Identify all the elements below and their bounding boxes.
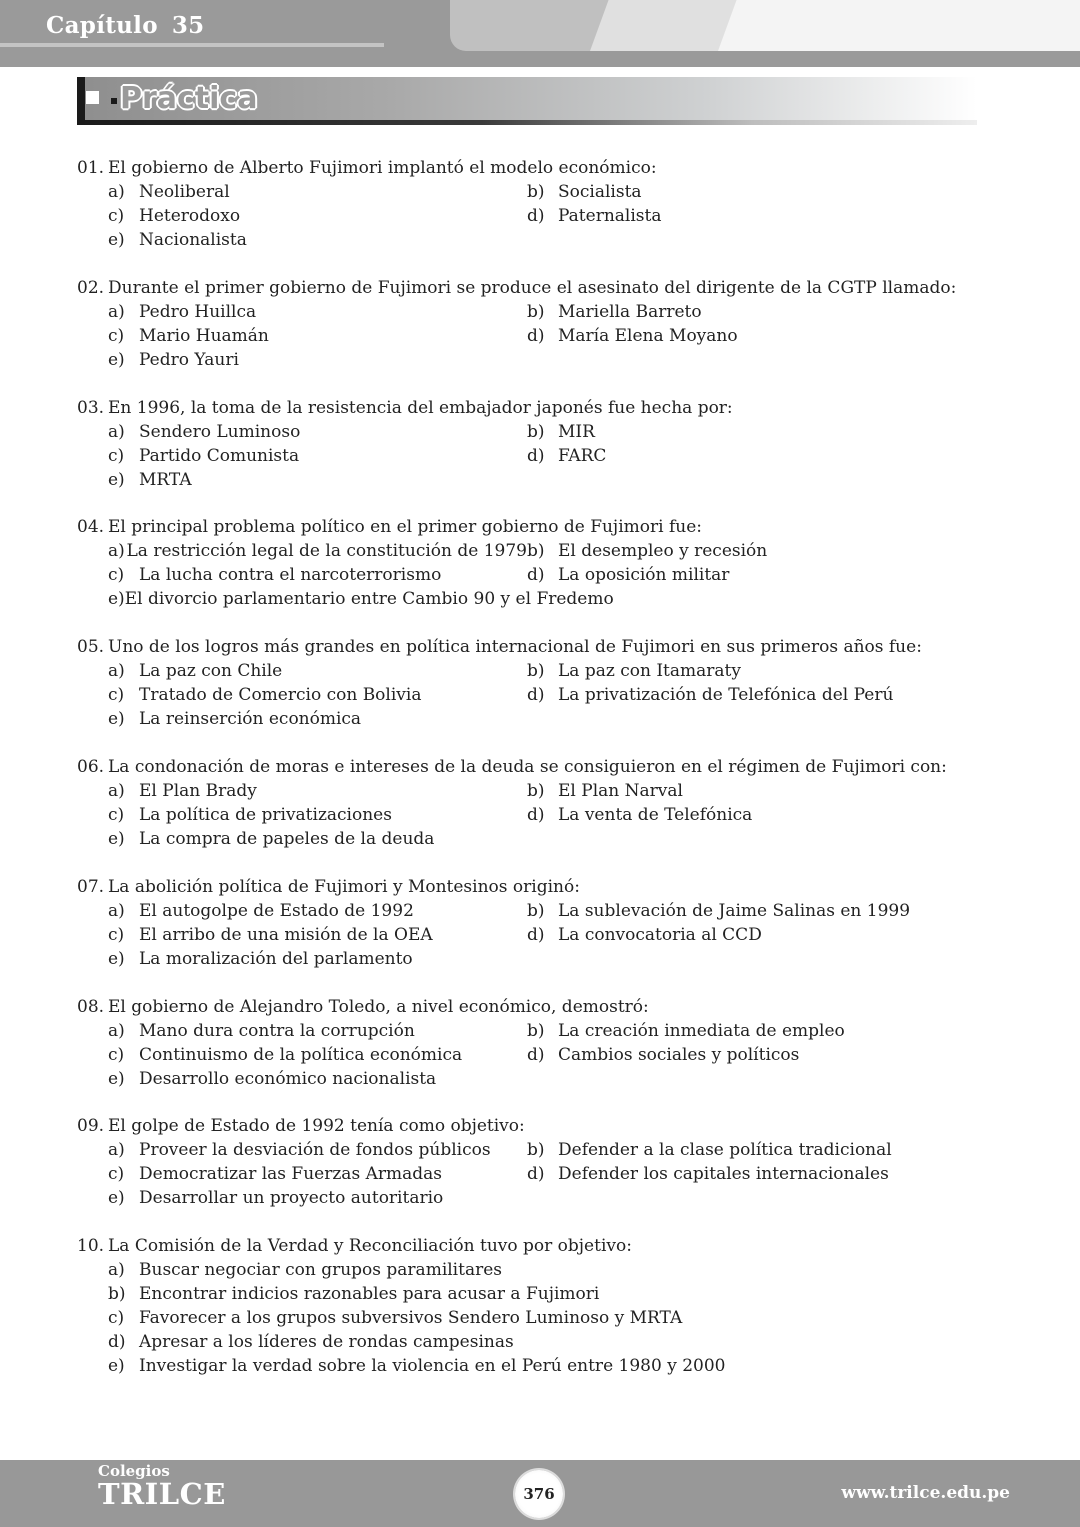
answer-option	[527, 180, 977, 204]
answer-option	[527, 539, 977, 563]
section-title: Práctica	[120, 81, 258, 116]
banner-underline	[77, 120, 977, 125]
option-letter: b)	[527, 1020, 545, 1041]
option-letter: a)	[108, 1020, 125, 1041]
option-letter: d)	[527, 924, 545, 945]
option-text: La venta de Telefónica	[558, 804, 753, 825]
question-number: 08.	[77, 996, 105, 1017]
answer-option	[527, 683, 977, 707]
option-letter: b)	[527, 1140, 545, 1161]
question-number: 10.	[77, 1236, 105, 1257]
question-stem	[77, 755, 977, 779]
answer-option	[77, 468, 527, 492]
answer-options	[77, 420, 977, 492]
question-text: El gobierno de Alejandro Toledo, a nivel económico, demostró:	[108, 996, 649, 1017]
answer-options	[77, 779, 977, 851]
answer-option	[527, 803, 977, 827]
option-letter: e)	[108, 469, 125, 490]
option-letter: d)	[527, 565, 545, 586]
question-number: 03.	[77, 397, 105, 418]
option-text: Paternalista	[558, 206, 662, 226]
option-letter: e)	[108, 948, 125, 969]
option-text: Neoliberal	[139, 182, 230, 202]
option-letter: c)	[108, 1308, 125, 1329]
question-stem	[77, 1114, 977, 1138]
question-number: 04.	[77, 517, 105, 538]
option-letter: c)	[108, 924, 125, 945]
answer-option	[77, 779, 527, 803]
option-text: Apresar a los líderes de rondas campesinas	[139, 1332, 514, 1353]
option-text: Favorecer a los grupos subversivos Sendero Luminoso y MRTA	[139, 1308, 683, 1329]
option-text: El desempleo y recesión	[558, 541, 768, 562]
answer-option	[77, 324, 527, 348]
chapter-header	[0, 0, 1080, 67]
answer-options	[77, 899, 977, 971]
answer-option	[527, 1138, 977, 1162]
option-letter: d)	[527, 685, 545, 706]
option-text: Proveer la desviación de fondos públicos	[139, 1140, 491, 1161]
option-text: La convocatoria al CCD	[558, 924, 762, 945]
option-text: Desarrollar un proyecto autoritario	[139, 1188, 444, 1209]
answer-option	[77, 827, 527, 851]
option-letter: b)	[527, 421, 545, 442]
question-item	[77, 515, 977, 611]
option-letter: a)	[108, 301, 125, 322]
option-text: La creación inmediata de empleo	[558, 1020, 845, 1041]
answer-option	[527, 779, 977, 803]
option-text: El autogolpe de Estado de 1992	[139, 900, 414, 921]
answer-option	[527, 444, 977, 468]
option-letter: e)	[108, 349, 125, 370]
option-letter: b)	[527, 541, 545, 562]
question-text: En 1996, la toma de la resistencia del embajador japonés fue hecha por:	[108, 397, 733, 418]
page-footer	[0, 1460, 1080, 1527]
option-text: Democratizar las Fuerzas Armadas	[139, 1164, 442, 1185]
option-text: Pedro Huillca	[139, 301, 257, 322]
option-text: La paz con Chile	[139, 661, 283, 682]
option-letter: e)	[108, 1356, 125, 1377]
answer-option	[77, 1043, 527, 1067]
question-item	[77, 995, 977, 1091]
answer-option	[77, 707, 527, 731]
option-letter: e)	[108, 828, 125, 849]
chapter-number: 35	[171, 12, 205, 39]
option-letter: e)	[108, 1188, 125, 1209]
question-stem	[77, 995, 977, 1019]
page-number-badge: 376	[515, 1470, 563, 1518]
answer-option	[77, 420, 527, 444]
answer-option	[527, 420, 977, 444]
question-stem	[77, 875, 977, 899]
brand-small: Colegios	[98, 1462, 170, 1480]
option-text: Pedro Yauri	[139, 349, 239, 370]
option-letter: d)	[527, 445, 545, 466]
option-text: La privatización de Telefónica del Perú	[558, 685, 894, 706]
answer-option	[77, 1162, 527, 1186]
question-text: Uno de los logros más grandes en política internacional de Fujimori en sus primeros años fue:	[108, 637, 922, 658]
option-text: Encontrar indicios razonables para acusar a Fujimori	[139, 1284, 600, 1305]
question-stem	[77, 515, 977, 539]
answer-options	[77, 659, 977, 731]
answer-option	[527, 899, 977, 923]
option-letter: b)	[527, 182, 545, 202]
answer-options	[77, 300, 977, 372]
option-letter: b)	[527, 661, 545, 682]
option-letter: c)	[108, 445, 125, 466]
answer-option	[77, 899, 527, 923]
square-bullet-icon	[111, 98, 117, 104]
answer-options	[77, 180, 977, 252]
option-letter: c)	[108, 685, 125, 706]
answer-option	[527, 324, 977, 348]
question-item	[77, 1114, 977, 1210]
chapter-label: Capítulo	[46, 12, 158, 39]
option-text: Desarrollo económico nacionalista	[139, 1068, 437, 1089]
question-text: La Comisión de la Verdad y Reconciliación tuvo por objetivo:	[108, 1236, 632, 1257]
header-decoration	[718, 0, 1080, 51]
option-text: La restricción legal de la constitución de 1979	[126, 541, 527, 562]
answer-option	[527, 1043, 977, 1067]
question-number: 02.	[77, 277, 105, 298]
option-text: Heterodoxo	[139, 206, 241, 226]
option-text: MIR	[558, 421, 595, 442]
answer-option	[527, 659, 977, 683]
option-text: La política de privatizaciones	[139, 804, 392, 825]
answer-option	[527, 204, 977, 228]
option-text: María Elena Moyano	[558, 325, 738, 346]
answer-option	[77, 180, 527, 204]
option-letter: a)	[108, 780, 125, 801]
question-number: 05.	[77, 637, 105, 658]
option-letter: a)	[108, 541, 125, 562]
option-letter: d)	[527, 1044, 545, 1065]
option-letter: c)	[108, 1044, 125, 1065]
website-link[interactable]: www.trilce.edu.pe	[841, 1483, 1010, 1503]
option-letter: b)	[527, 780, 545, 801]
option-text: Mario Huamán	[139, 325, 269, 346]
option-text: El Plan Brady	[139, 780, 257, 801]
answer-option	[77, 587, 614, 611]
question-list	[77, 156, 977, 1402]
option-text: Investigar la verdad sobre la violencia en el Perú entre 1980 y 2000	[139, 1356, 726, 1377]
question-stem	[77, 635, 977, 659]
option-text: El arribo de una misión de la OEA	[139, 924, 433, 945]
question-item	[77, 1234, 977, 1378]
option-letter: c)	[108, 565, 125, 586]
question-text: El principal problema político en el primer gobierno de Fujimori fue:	[108, 517, 702, 538]
option-text: La reinserción económica	[139, 709, 362, 730]
answer-option	[527, 1162, 977, 1186]
answer-option	[77, 659, 527, 683]
option-text: La oposición militar	[558, 565, 730, 586]
option-letter: c)	[108, 325, 125, 346]
answer-option	[77, 539, 527, 563]
option-text: Continuismo de la política económica	[139, 1044, 463, 1065]
answer-option	[77, 204, 527, 228]
header-underline	[0, 43, 384, 47]
answer-option	[77, 1138, 527, 1162]
answer-option	[77, 1258, 977, 1282]
answer-option	[77, 228, 527, 252]
option-letter: b)	[527, 301, 545, 322]
answer-option	[527, 923, 977, 947]
answer-option	[77, 1354, 977, 1378]
option-text: El Plan Narval	[558, 780, 683, 801]
answer-option	[527, 1019, 977, 1043]
question-item	[77, 396, 977, 492]
question-stem	[77, 1234, 977, 1258]
banner-bar-decoration	[77, 77, 85, 125]
answer-option	[77, 1306, 977, 1330]
option-text: Mano dura contra la corrupción	[139, 1020, 415, 1041]
option-text: La compra de papeles de la deuda	[139, 828, 435, 849]
option-letter: b)	[527, 900, 545, 921]
option-text: Partido Comunista	[139, 445, 300, 466]
question-item	[77, 875, 977, 971]
option-letter: c)	[108, 804, 125, 825]
option-text: La moralización del parlamento	[139, 948, 413, 969]
option-letter: d)	[527, 206, 545, 226]
answer-option	[77, 947, 527, 971]
option-letter: e)	[108, 589, 125, 610]
option-letter: e)	[108, 230, 125, 250]
option-letter: d)	[527, 325, 545, 346]
question-stem	[77, 396, 977, 420]
option-letter: a)	[108, 1140, 125, 1161]
option-text: Defender los capitales internacionales	[558, 1164, 889, 1185]
question-text: La condonación de moras e intereses de la deuda se consiguieron en el régimen de Fujimori con:	[108, 756, 947, 777]
option-text: Cambios sociales y políticos	[558, 1044, 800, 1065]
question-item	[77, 276, 977, 372]
answer-options	[77, 1138, 977, 1210]
option-letter: e)	[108, 709, 125, 730]
answer-option	[77, 300, 527, 324]
question-item	[77, 156, 977, 252]
answer-option	[527, 300, 977, 324]
option-letter: a)	[108, 182, 125, 202]
option-text: El divorcio parlamentario entre Cambio 90 y el Fredemo	[124, 589, 614, 610]
question-number: 01.	[77, 158, 105, 178]
answer-option	[77, 923, 527, 947]
answer-option	[77, 803, 527, 827]
question-text: Durante el primer gobierno de Fujimori se produce el asesinato del dirigente de la CGTP llamado:	[108, 277, 957, 298]
option-text: La sublevación de Jaime Salinas en 1999	[558, 900, 911, 921]
option-letter: d)	[527, 1164, 545, 1185]
square-bullet-icon	[86, 91, 99, 104]
option-letter: b)	[108, 1284, 126, 1305]
brand-logo	[98, 1462, 226, 1509]
chapter-title	[46, 12, 204, 39]
answer-options	[77, 1019, 977, 1091]
answer-option	[77, 348, 527, 372]
option-letter: a)	[108, 421, 125, 442]
question-number: 09.	[77, 1116, 105, 1137]
question-stem	[77, 156, 977, 180]
question-text: El golpe de Estado de 1992 tenía como objetivo:	[108, 1116, 525, 1137]
option-text: Socialista	[558, 182, 642, 202]
answer-option	[77, 1186, 527, 1210]
question-stem	[77, 276, 977, 300]
question-number: 07.	[77, 876, 105, 897]
option-letter: d)	[527, 804, 545, 825]
option-letter: a)	[108, 900, 125, 921]
option-letter: d)	[108, 1332, 126, 1353]
option-text: Tratado de Comercio con Bolivia	[139, 685, 422, 706]
question-text: El gobierno de Alberto Fujimori implantó el modelo económico:	[108, 158, 657, 178]
option-letter: e)	[108, 1068, 125, 1089]
brand-big: TRILCE	[98, 1477, 226, 1511]
option-letter: c)	[108, 206, 125, 226]
option-text: Mariella Barreto	[558, 301, 702, 322]
option-text: La lucha contra el narcoterrorismo	[139, 565, 442, 586]
option-text: MRTA	[139, 469, 192, 490]
option-text: La paz con Itamaraty	[558, 661, 741, 682]
option-text: Sendero Luminoso	[139, 421, 301, 442]
option-text: Buscar negociar con grupos paramilitares	[139, 1260, 503, 1281]
answer-options	[77, 1258, 977, 1378]
answer-option	[527, 563, 977, 587]
option-text: Nacionalista	[139, 230, 247, 250]
option-text: Defender a la clase política tradicional	[558, 1140, 892, 1161]
question-item	[77, 635, 977, 731]
option-text: FARC	[558, 445, 607, 466]
option-letter: c)	[108, 1164, 125, 1185]
question-item	[77, 755, 977, 851]
answer-option	[77, 444, 527, 468]
answer-option	[77, 1019, 527, 1043]
section-banner	[77, 77, 977, 125]
answer-option	[77, 683, 527, 707]
question-number: 06.	[77, 756, 105, 777]
option-letter: a)	[108, 661, 125, 682]
option-letter: a)	[108, 1260, 125, 1281]
answer-option	[77, 1067, 527, 1091]
question-text: La abolición política de Fujimori y Montesinos originó:	[108, 876, 580, 897]
answer-option	[77, 1330, 977, 1354]
answer-options	[77, 539, 977, 611]
answer-option	[77, 563, 527, 587]
answer-option	[77, 1282, 977, 1306]
